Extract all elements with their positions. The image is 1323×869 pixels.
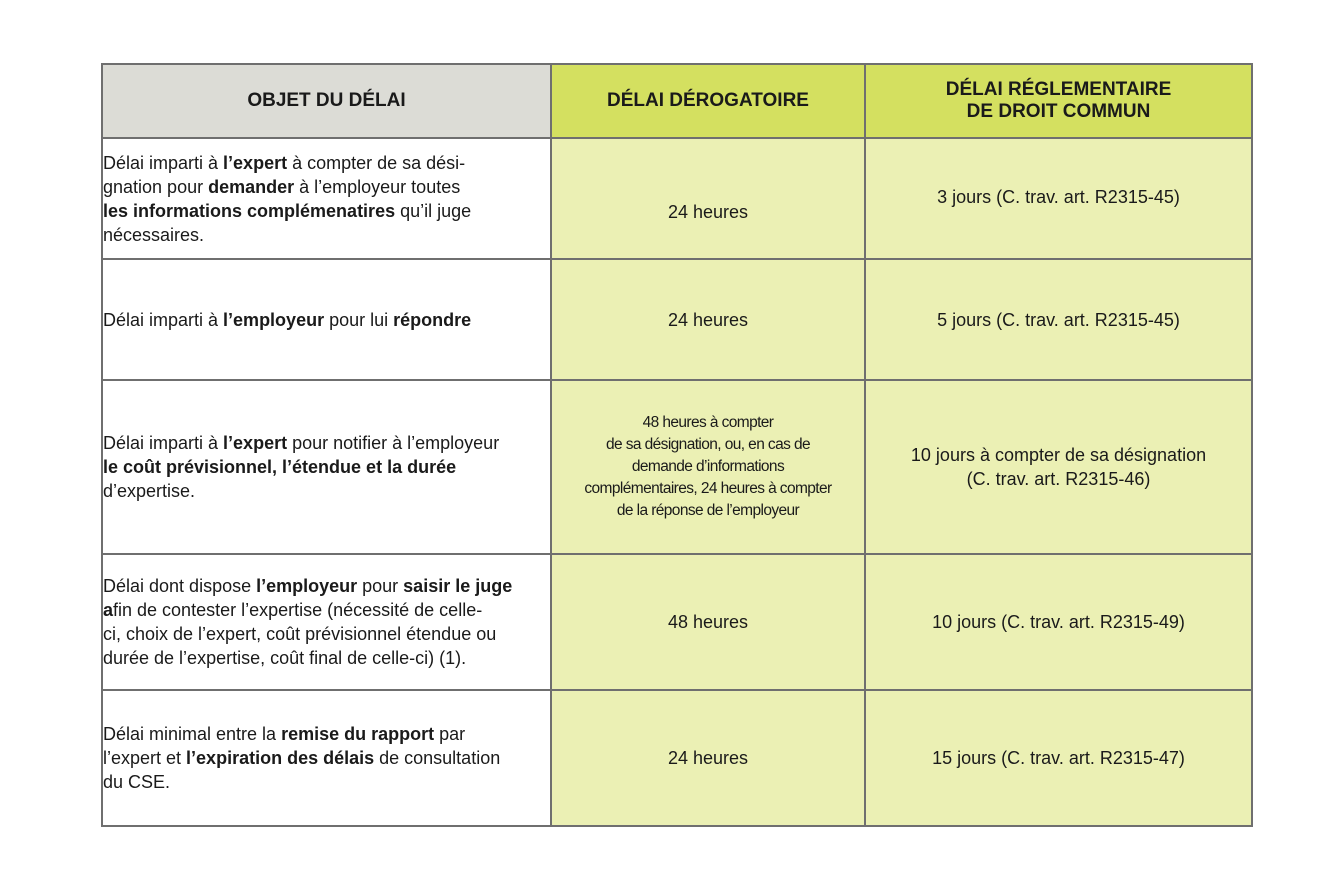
objet-text: fin de contester l’expertise (nécessité de celle- ci, choix de l’expert, coût prévisionnel étendue ou durée de l’expertise, coût final de celle-ci) (1). — [103, 600, 497, 668]
objet-emphasis: l’employeur — [256, 576, 358, 596]
derogatoire-cell: 48 heures — [551, 554, 865, 690]
objet-text: d’expertise. — [103, 481, 196, 501]
objet-emphasis: remise du rapport — [281, 724, 435, 744]
objet-text: Délai minimal entre la — [103, 724, 282, 744]
header-derogatoire: DÉLAI DÉROGATOIRE — [551, 64, 865, 138]
objet-emphasis: demander — [208, 176, 295, 197]
table-row — [102, 380, 1252, 554]
reglementaire-cell: 5 jours (C. trav. art. R2315-45) — [865, 259, 1252, 380]
reglementaire-cell: 3 jours (C. trav. art. R2315-45) — [865, 138, 1252, 259]
objet-text: à l’employeur toutes — [299, 176, 461, 197]
objet-cell — [102, 690, 551, 826]
objet-emphasis: l’expiration des délais — [186, 748, 375, 768]
reglementaire-cell: 10 jours (C. trav. art. R2315-49) — [865, 554, 1252, 690]
objet-emphasis: les informations complémenatires — [103, 200, 396, 221]
derogatoire-cell: 24 heures — [551, 690, 865, 826]
reglementaire-cell: 15 jours (C. trav. art. R2315-47) — [865, 690, 1252, 826]
objet-text: qu’il juge nécessaires. — [103, 200, 472, 245]
objet-text: à compter de sa dési- gnation pour — [103, 152, 466, 197]
objet-cell — [102, 380, 551, 554]
delais-table — [101, 63, 1253, 827]
derogatoire-cell: 24 heures — [551, 259, 865, 380]
table-row — [102, 138, 1252, 259]
objet-text: pour lui — [324, 309, 394, 330]
objet-text: Délai imparti à — [103, 433, 224, 453]
derogatoire-cell: 24 heures — [551, 138, 865, 259]
objet-emphasis: l’expert — [223, 152, 288, 173]
objet-emphasis: l’expert — [223, 433, 288, 453]
table-row — [102, 554, 1252, 690]
header-objet: OBJET DU DÉLAI — [102, 64, 551, 138]
objet-text: par l’expert et — [103, 724, 466, 768]
header-reglementaire: DÉLAI RÉGLEMENTAIRE DE DROIT COMMUN — [865, 64, 1252, 138]
objet-cell — [102, 554, 551, 690]
table-row — [102, 259, 1252, 380]
reglementaire-cell: 10 jours à compter de sa désignation (C. trav. art. R2315-46) — [865, 380, 1252, 554]
objet-cell — [102, 259, 551, 380]
objet-emphasis: le coût prévisionnel, l’étendue et la durée — [103, 457, 457, 477]
objet-text: pour notifier à l’employeur — [292, 433, 500, 453]
derogatoire-cell: 48 heures à compter de sa désignation, ou, en cas de demande d’informations complémentaires, 24 heures à compter de la réponse de l’employeur — [551, 380, 865, 554]
objet-emphasis: répondre — [393, 309, 472, 330]
objet-text: de consultation du CSE. — [103, 748, 501, 792]
objet-text: Délai imparti à — [103, 309, 224, 330]
objet-emphasis: saisir le juge a — [103, 576, 513, 620]
objet-emphasis: l’employeur — [223, 309, 325, 330]
objet-text: Délai dont dispose — [103, 576, 257, 596]
objet-cell — [102, 138, 551, 259]
objet-text: Délai imparti à — [103, 152, 224, 173]
table-row — [102, 690, 1252, 826]
objet-text: pour — [357, 576, 404, 596]
header-row — [102, 64, 1252, 138]
